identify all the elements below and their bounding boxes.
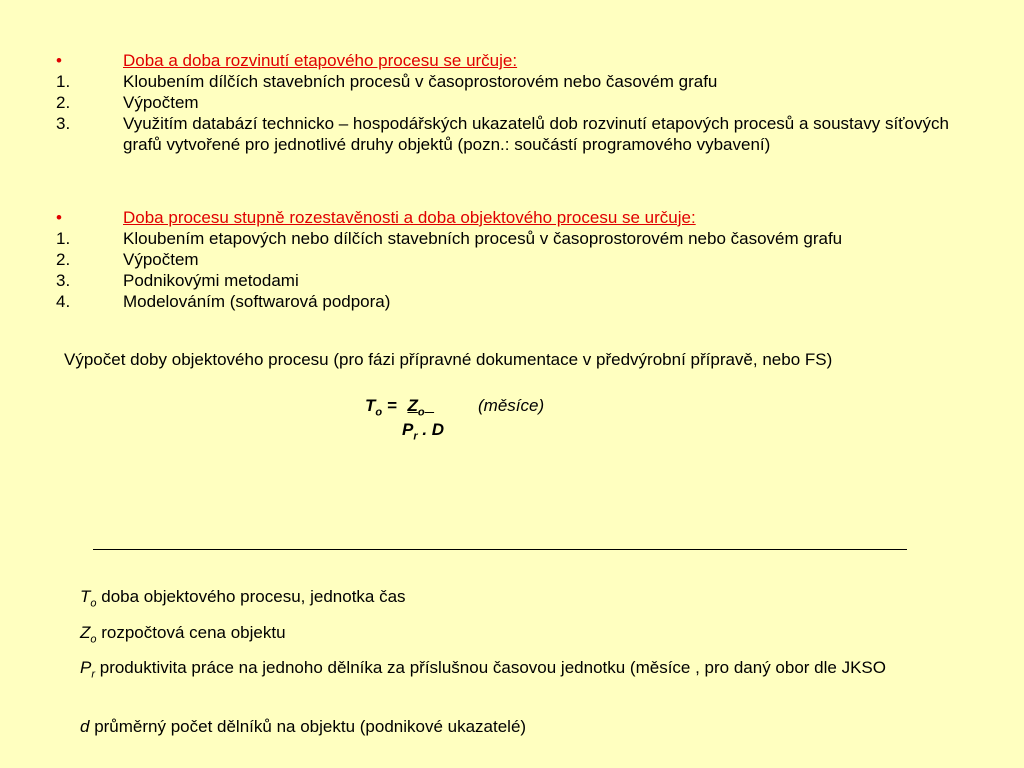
legend-item: $T_o$ doba objektového procesu, jednotka čas	[80, 587, 406, 610]
list-heading: Doba procesu stupně rozestavěnosti a doba objektového procesu se určuje:	[123, 208, 696, 227]
calc-description: Výpočet doby objektového procesu (pro fázi přípravné dokumentace v předvýrobní přípravě, nebo FS)	[64, 350, 833, 369]
list-item-text: Využitím databází technicko – hospodářských ukazatelů dob rozvinutí etapových procesů a soustavy síťových grafů vytvořené pro jednotlivé druhy objektů (pozn.: součástí programového vybavení)	[123, 114, 949, 154]
formula-lhs: $T_o$ =	[365, 396, 402, 419]
legend-item: d průměrný počet dělníků na objektu (podnikové ukazatelé)	[80, 717, 527, 736]
list-item	[56, 71, 986, 92]
list-etap-process	[56, 50, 986, 155]
list-item	[56, 228, 986, 249]
formula-unit: (měsíce)	[478, 396, 545, 415]
list-item-text: Modelováním (softwarová podpora)	[123, 292, 391, 311]
list-item-number: 1.	[56, 72, 71, 91]
formula	[365, 396, 545, 443]
list-object-process	[56, 207, 986, 312]
list-heading: Doba a doba rozvinutí etapového procesu se určuje:	[123, 51, 518, 70]
list-item	[56, 113, 986, 155]
list-item-number: 2.	[56, 250, 71, 269]
formula-denominator: $P_r$ . D	[402, 420, 445, 443]
list-item-text: Výpočtem	[123, 250, 199, 269]
list-item-number: 1.	[56, 229, 71, 248]
legend-item: $P_r$ produktivita práce na jednoho dělníka za příslušnou časovou jednotku (měsíce , pro daný obor dle JKSO	[80, 658, 886, 681]
list-item-text: Kloubením dílčích stavebních procesů v časoprostorovém nebo časovém grafu	[123, 72, 718, 91]
list-item-number: 3.	[56, 114, 71, 133]
formula-numerator: $Z_o$	[407, 396, 425, 419]
list-heading-row	[56, 207, 986, 228]
list-item	[56, 291, 986, 312]
list-item-number: 3.	[56, 271, 71, 290]
list-item-number: 4.	[56, 292, 71, 311]
list-item-text: Podnikovými metodami	[123, 271, 299, 290]
list-item-text: Výpočtem	[123, 93, 199, 112]
divider	[93, 549, 907, 550]
list-item	[56, 92, 986, 113]
bullet-marker: •	[56, 208, 62, 227]
list-item	[56, 249, 986, 270]
list-item	[56, 270, 986, 291]
legend-item: $Z_o$ rozpočtová cena objektu	[80, 623, 286, 646]
list-heading-row	[56, 50, 986, 71]
bullet-marker: •	[56, 51, 62, 70]
list-item-number: 2.	[56, 93, 71, 112]
list-item-text: Kloubením etapových nebo dílčích stavebních procesů v časoprostorovém nebo časovém grafu	[123, 229, 843, 248]
